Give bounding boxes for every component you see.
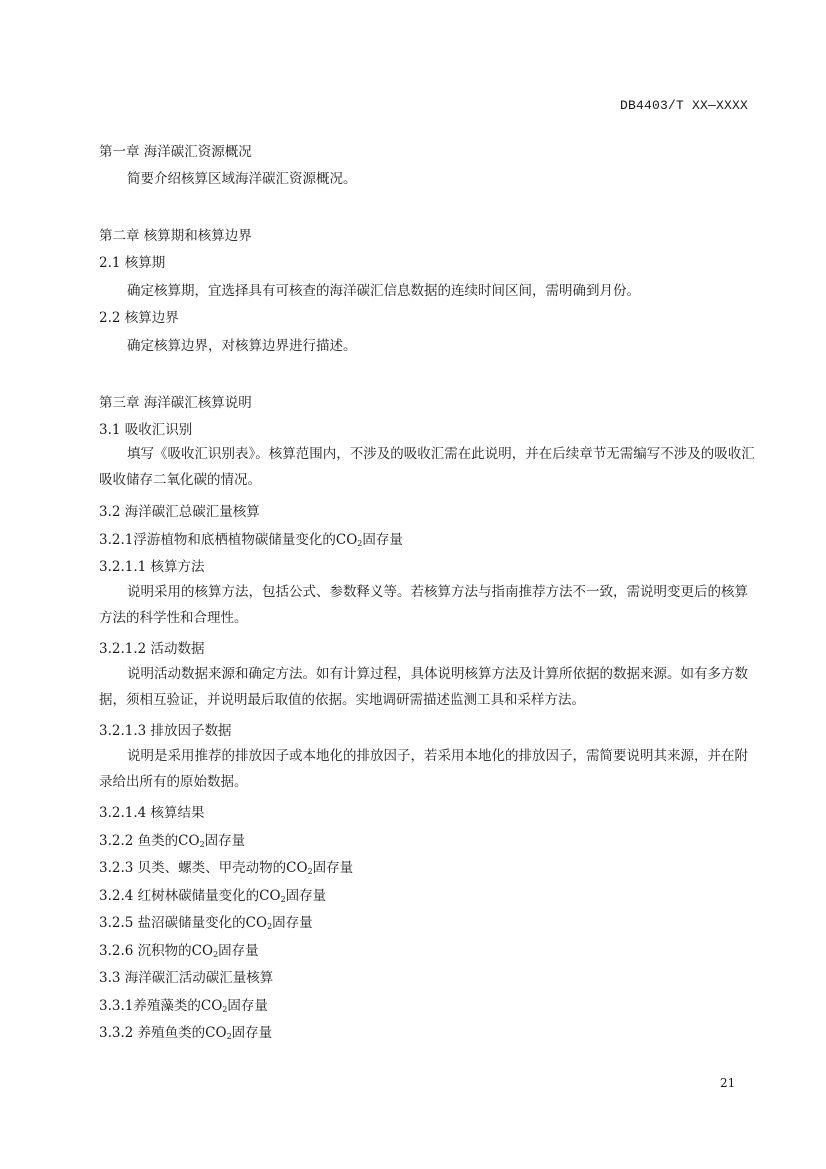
- section-3-2-6-heading: 3.2.6 沉积物的$CO_2$固存量: [99, 943, 259, 959]
- section-3-2-2-heading: 3.2.2 鱼类的$CO_2$固存量: [99, 833, 246, 849]
- section-3-2-3-heading: 3.2.3 贝类、螺类、甲壳动物的$CO_2$固存量: [99, 860, 354, 876]
- section-3-2-1-2-paragraph: 说明活动数据来源和确定方法。如有计算过程，具体说明核算方法及计算所依据的数据来源。如有多方数据，须相互验证，并说明最后取值的依据。实地调研需描述监测工具和采样方法。: [99, 666, 748, 708]
- section-3-3-2-heading: 3.3.2 养殖鱼类的$CO_2$固存量: [99, 1025, 273, 1041]
- chapter-3-heading: 第三章 海洋碳汇核算说明: [99, 395, 252, 411]
- section-3-2-4-heading: 3.2.4 红树林碳储量变化的$CO_2$固存量: [99, 888, 327, 904]
- page-number: 21: [720, 1076, 736, 1090]
- chapter-1-heading: 第一章 海洋碳汇资源概况: [99, 144, 252, 160]
- section-3-2-1-3-heading: 3.2.1.3 排放因子数据: [99, 723, 232, 739]
- section-3-2-1-1-heading: 3.2.1.1 核算方法: [99, 559, 205, 575]
- section-3-1-heading: 3.1 吸收汇识别: [99, 422, 193, 438]
- document-code: DB4403/T XX—XXXX: [619, 98, 748, 113]
- section-3-2-1-2-heading: 3.2.1.2 活动数据: [99, 641, 205, 657]
- section-2-1-heading: 2.1 核算期: [99, 255, 166, 271]
- section-3-2-5-heading: 3.2.5 盐沼碳储量变化的$CO_2$固存量: [99, 915, 313, 931]
- section-2-2-heading: 2.2 核算边界: [99, 310, 179, 326]
- section-2-2-paragraph: 确定核算边界，对核算边界进行描述。: [127, 338, 357, 354]
- section-3-1-paragraph: 填写《吸收汇识别表》。核算范围内，不涉及的吸收汇需在此说明，并在后续章节无需编写不涉及的吸收汇吸收储存二氧化碳的情况。: [99, 446, 755, 488]
- section-3-2-1-1-paragraph: 说明采用的核算方法，包括公式、参数释义等。若核算方法与指南推荐方法不一致，需说明变更后的核算方法的科学性和合理性。: [99, 584, 748, 626]
- section-3-2-1-4-heading: 3.2.1.4 核算结果: [99, 805, 205, 821]
- section-3-2-heading: 3.2 海洋碳汇总碳汇量核算: [99, 504, 260, 520]
- section-3-3-1-heading: 3.3.1养殖藻类的$CO_2$固存量: [99, 998, 268, 1014]
- chapter-1-paragraph: 简要介绍核算区域海洋碳汇资源概况。: [127, 171, 357, 187]
- section-3-2-1-3-paragraph: 说明是采用推荐的排放因子或本地化的排放因子，若采用本地化的排放因子，需简要说明其来源，并在附录给出所有的原始数据。: [99, 748, 748, 790]
- chapter-2-heading: 第二章 核算期和核算边界: [99, 228, 252, 244]
- section-3-2-1-heading: 3.2.1浮游植物和底栖植物碳储量变化的$CO_2$固存量: [99, 532, 403, 548]
- section-2-1-paragraph: 确定核算期，宜选择具有可核查的海洋碳汇信息数据的连续时间区间，需明确到月份。: [127, 283, 640, 299]
- section-3-3-heading: 3.3 海洋碳汇活动碳汇量核算: [99, 970, 274, 986]
